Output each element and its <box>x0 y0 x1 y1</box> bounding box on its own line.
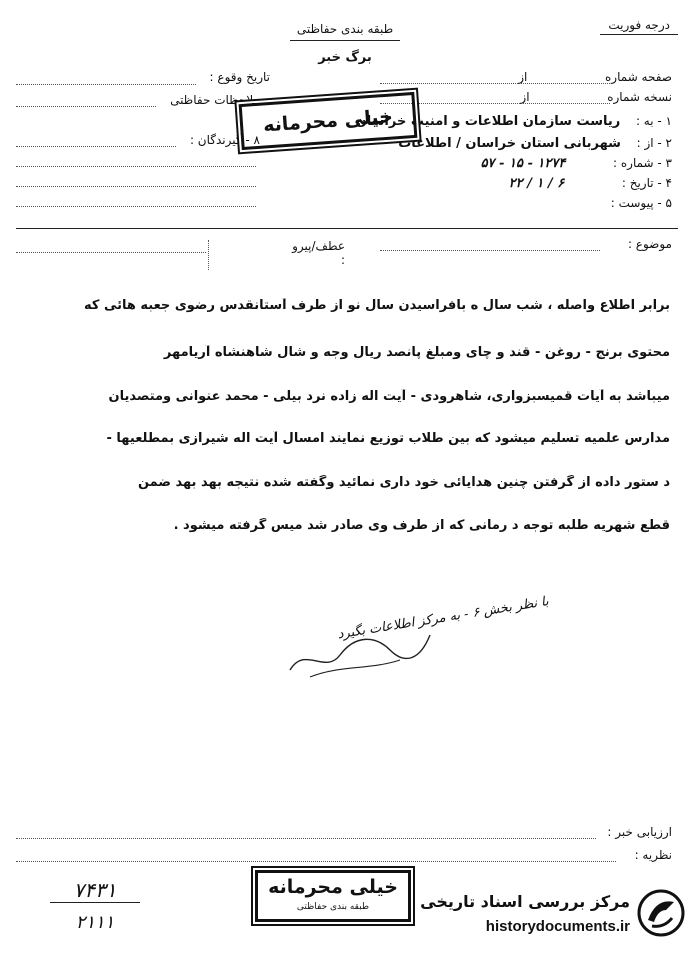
date-label: ۴ - تاریخ : <box>621 176 672 190</box>
body-line-1: برابر اطلاع واصله ، شب سال ه بافراسیدن سال نو از طرف آستانقدس رضوی جعبه هائی که <box>83 298 670 313</box>
classification-caption: طبقه بندی حفاظتی <box>296 902 370 912</box>
confidential-stamp-top: خیلی محرمانه <box>239 92 418 150</box>
archive-number-1: ۷۴۳۱ <box>50 878 140 903</box>
page-number-from: از <box>518 70 528 84</box>
reference-label: عطف/پیرو : <box>292 239 345 267</box>
from-value: شهربانی استان خراسان / اطلاعات <box>398 136 621 151</box>
copy-number-row <box>400 90 672 104</box>
to-label: ۱ - به : <box>635 114 672 128</box>
body-line-3: میباشد به آیات قمیسبزواری، شاهرودی - آیت اله زاده نرد بیلی - محمد عنوانی ومتصدیان <box>108 389 670 404</box>
body-line-5: د ستور داده از گرفتن چنین هدایائی خود داری نمائید وگفته شده نتیجه بهد بهد ضمن <box>137 475 670 490</box>
number-value: ۱۲۷۴ - ۱۵ - ۵۷ <box>480 156 566 171</box>
archive-number-2: ۲۱۱۱ <box>75 912 115 933</box>
subject-label: موضوع : <box>627 237 672 251</box>
signature-icon <box>280 615 440 685</box>
opinion-label: نظریه : <box>634 848 672 862</box>
form-title: برگ خبر <box>318 50 372 65</box>
recipients-label: ۸ - گیرندگان : <box>189 133 260 147</box>
page-number-row <box>400 70 672 84</box>
to-row <box>355 114 672 129</box>
classification-label: طبقه بندی حفاظتی <box>296 22 394 36</box>
event-date-label: تاریخ وقوع : <box>209 70 270 84</box>
copy-number-from: از <box>520 90 530 104</box>
copy-number-label: نسخه شماره <box>607 90 672 104</box>
to-value: ریاست سازمان اطلاعات و امنیت خراسان <box>355 114 621 129</box>
confidential-stamp-text: خیلی محرمانه <box>268 876 398 898</box>
priority-label: درجه فوریت <box>608 18 670 32</box>
watermark-logo-icon <box>636 888 686 938</box>
number-label: ۳ - شماره : <box>613 156 672 170</box>
attachment-row <box>380 196 672 210</box>
date-row <box>380 176 672 191</box>
from-label: ۲ - از : <box>636 136 672 150</box>
date-value: ۶ / ۱ / ۲۲ <box>508 176 565 191</box>
body-line-2: محتوی برنج - روغن - قند و چای ومبلغ پانصد ریال وجه و شال شاهنشاه آریامهر <box>163 345 670 360</box>
body-line-6: قطع شهریه طلبه توجه د رمانی که از طرف وی صادر شد میس گرفته میشود . <box>173 518 670 533</box>
handwritten-note: با نظر بخش ۶ - به مرکز اطلاعات بگیرد <box>336 594 550 643</box>
attachment-label: ۵ - پیوست : <box>610 196 672 210</box>
page-number-label: صفحه شماره <box>605 70 672 84</box>
confidential-stamp-bottom <box>255 870 411 922</box>
watermark-website: historydocuments.ir <box>485 918 630 935</box>
number-row <box>380 156 672 171</box>
body-line-4: مدارس علمیه تسلیم میشود که بین طلاب توزیع نمایند امسال آیت اله شیرازی بمطلعیها - <box>106 431 670 446</box>
evaluation-label: ارزیابی خبر : <box>607 825 672 839</box>
watermark-org-name: مرکز بررسی اسناد تاریخی <box>420 892 630 911</box>
security-notes-label: ملاحظات حفاظتی <box>170 93 260 107</box>
from-row <box>380 136 672 151</box>
